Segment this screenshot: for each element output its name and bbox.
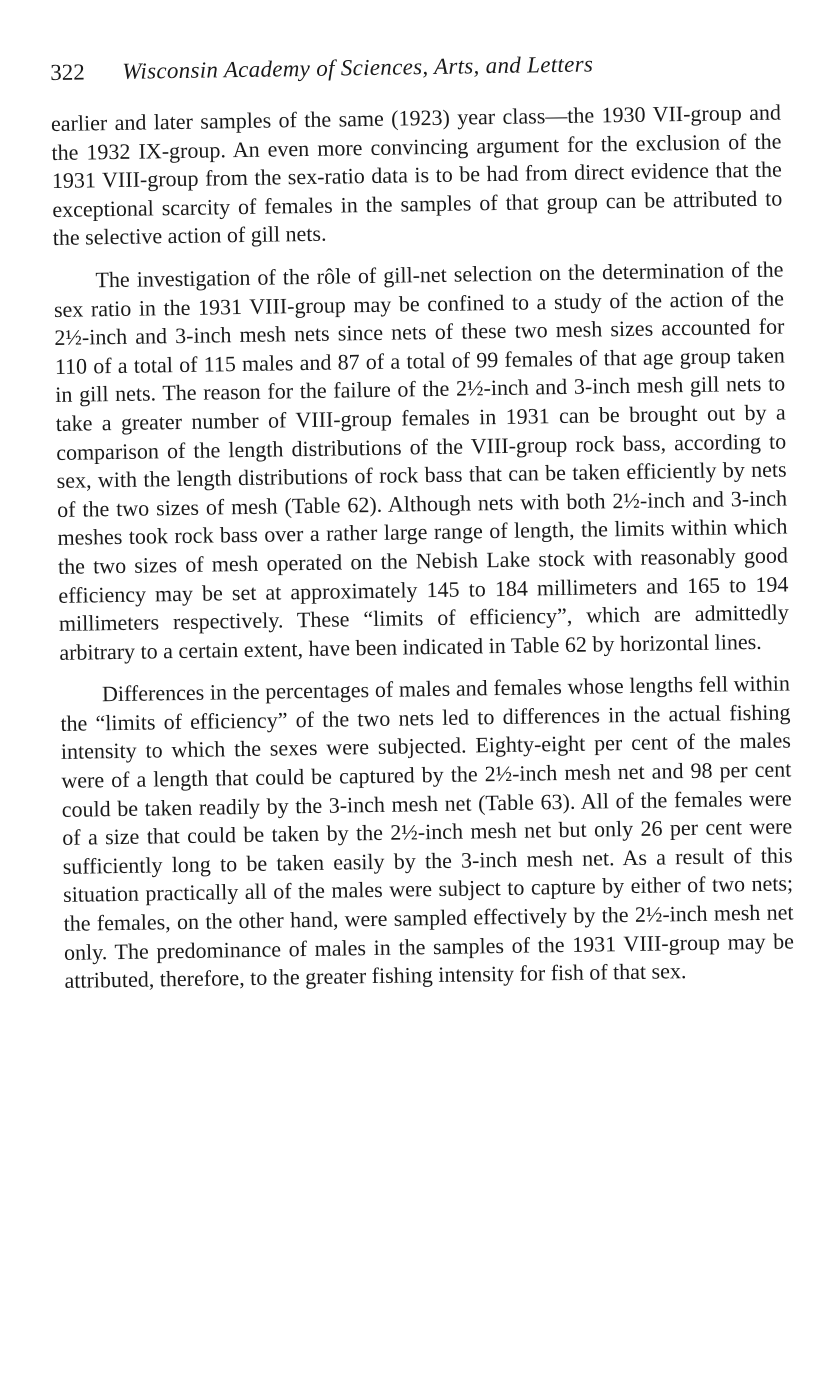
book-page [50,47,795,996]
page-number: 322 [50,59,85,85]
running-head [50,47,780,88]
paragraph-continuation: earlier and later samples of the same (1923) year class—the 1930 VII-group and the 1932 IX-group. An even more convincing argument for the exclusion of the 1931 VIII-group from the sex-ratio data is to be had from direct evidence that the exceptional scarcity of females in the samples of that group can be attributed to the selective action of gill nets. [50,99,783,251]
journal-title: Wisconsin Academy of Sciences, Arts, and Letters [122,51,594,84]
paragraph-gill-net-selection: The investigation of the rôle of gill-net selection on the determination of the sex ratio in the 1931 VIII-group may be confined to a study of the action of the 2½-inch and 3-inch mesh nets since nets of these two mesh sizes accounted for 110 of a total of 115 males and 87 of a total of 99 females of that age group taken in gill nets. The reason for the failure of the 2½-inch and 3-inch mesh gill nets to take a greater number of VIII-group females in 1931 can be brought out by a comparison of the length distributions of the VIII-group rock bass, according to sex, with the length distributions of rock bass that can be taken efficiently by nets of the two sizes of mesh (Table 62). Although nets with both 2½-inch and 3-inch meshes took rock bass over a rather large range of length, the limits within which the two sizes of mesh operated on the Nebish Lake stock with reasonably good efficiency may be set at approximately 145 to 184 millimeters and 165 to 194 millimeters respectively. These “limits of efficiency”, which are admittedly arbitrary to a certain extent, have been indicated in Table 62 by horizontal lines. [53,256,789,665]
paragraph-fishing-intensity: Differences in the percentages of males and females whose lengths fell within the “limits of efficiency” of the two nets led to differences in the actual fishing intensity to which the sexes were subjected. Eighty-eight per cent of the males were of a length that could be captured by the 2½-inch mesh net and 98 per cent could be taken readily by the 3-inch mesh net (Table 63). All of the females were of a size that could be taken by the 2½-inch mesh net but only 26 per cent were sufficiently long to be taken easily by the 3-inch mesh net. As a result of this situation practically all of the males were subject to capture by either of two nets; the females, on the other hand, were sampled effectively by the 2½-inch mesh net only. The predominance of males in the samples of the 1931 VIII-group may be attributed, therefore, to the greater fishing intensity for fish of that sex. [60,670,795,994]
